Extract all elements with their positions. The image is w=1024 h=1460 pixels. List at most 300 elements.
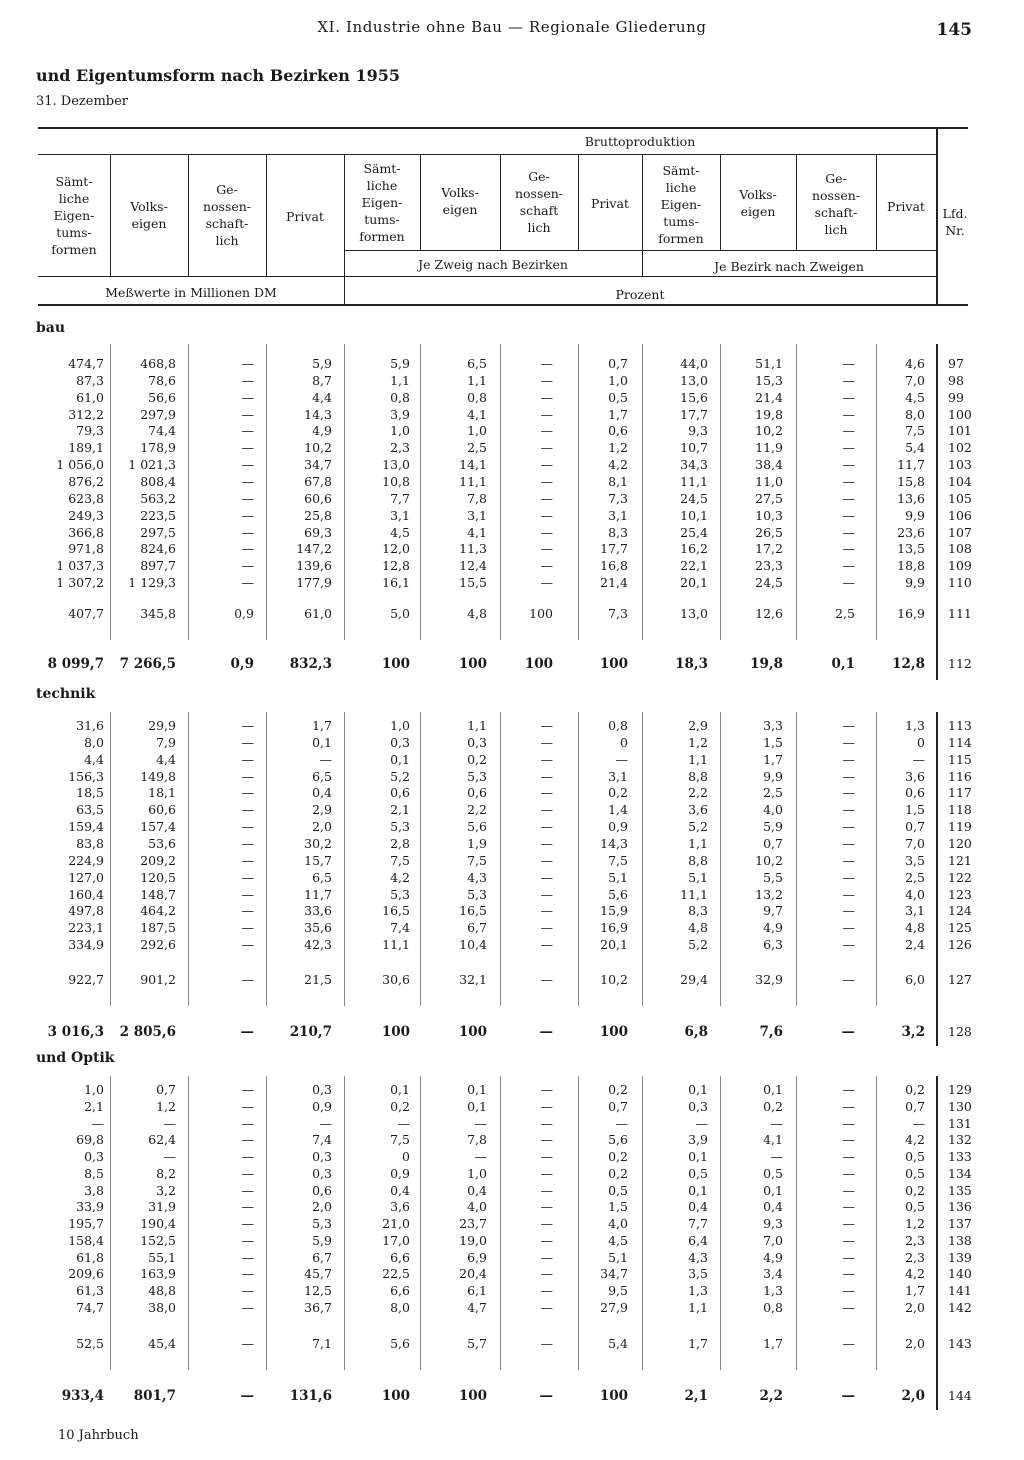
cell-volkseigen: 824,6 [140,541,176,556]
cell-bezirk-genossenschaftlich: 0,1 [831,656,855,672]
cell-zweig-privat: 21,4 [600,575,628,590]
cell-saemtliche: 366,8 [68,525,104,540]
cell-bezirk-genossenschaftlich: — [842,752,855,767]
header-line: Volks- [441,185,479,200]
cell-bezirk-saemtliche: 5,2 [688,819,708,834]
cell-bezirk-saemtliche: 8,8 [688,769,708,784]
cell-bezirk-privat: — [912,1116,925,1131]
header-line: Eigen- [361,195,403,210]
cell-saemtliche: 160,4 [68,887,104,902]
cell-volkseigen: 897,7 [140,558,176,573]
cell-bezirk-genossenschaftlich: — [842,802,855,817]
cell-saemtliche: 224,9 [68,853,104,868]
cell-bezirk-genossenschaftlich: — [842,1166,855,1181]
cell-bezirk-genossenschaftlich: — [842,390,855,405]
cell-bezirk-saemtliche: 20,1 [680,575,708,590]
header-line: Privat [591,196,629,211]
cell-saemtliche: 876,2 [68,474,104,489]
cell-zweig-genossenschaftlich: — [540,1132,553,1147]
cell-saemtliche: 1 037,3 [56,558,104,573]
cell-bezirk-saemtliche: 3,6 [688,802,708,817]
header-line: lich [215,233,239,248]
cell-zweig-saemtliche: — [397,1116,410,1131]
cell-bezirk-privat: 0,2 [905,1082,925,1097]
header-line: nossen- [202,199,252,214]
cell-privat: 5,9 [312,1233,332,1248]
cell-saemtliche: 209,6 [68,1266,104,1281]
cell-zweig-genossenschaftlich: — [540,575,553,590]
cell-zweig-genossenschaftlich: — [540,903,553,918]
cell-genossenschaftlich: — [241,1149,254,1164]
cell-zweig-privat: 0,7 [608,1099,628,1114]
cell-zweig-volkseigen: 16,5 [459,903,487,918]
cell-bezirk-volkseigen: 26,5 [755,525,783,540]
row-number: 126 [948,937,972,952]
cell-volkseigen: 2 805,6 [119,1024,176,1040]
cell-genossenschaftlich: — [241,718,254,733]
cell-volkseigen: 148,7 [140,887,176,902]
cell-zweig-volkseigen: 5,3 [467,887,487,902]
cell-genossenschaftlich: — [241,390,254,405]
cell-bezirk-saemtliche: 17,7 [680,407,708,422]
cell-privat: 2,0 [312,1199,332,1214]
header-line: formen [359,229,405,244]
cell-saemtliche: 0,3 [84,1149,104,1164]
cell-zweig-saemtliche: 3,6 [390,1199,410,1214]
cell-zweig-saemtliche: 5,0 [390,606,410,621]
cell-bezirk-volkseigen: 51,1 [755,356,783,371]
cell-bezirk-privat: 23,6 [897,525,925,540]
cell-zweig-genossenschaftlich: — [539,1388,553,1404]
cell-bezirk-volkseigen: 4,9 [763,920,783,935]
cell-volkseigen: 345,8 [140,606,176,621]
cell-genossenschaftlich: — [241,1216,254,1231]
cell-privat: 2,0 [312,819,332,834]
row-number: 99 [948,390,964,405]
cell-zweig-privat: 5,4 [608,1336,628,1351]
header-col-privat [266,208,344,225]
cell-volkseigen: 808,4 [140,474,176,489]
cell-zweig-volkseigen: 100 [458,1388,487,1404]
cell-bezirk-genossenschaftlich: — [842,1099,855,1114]
cell-privat: 33,6 [304,903,332,918]
row-number: 100 [948,407,972,422]
section-label: technik [36,686,96,702]
cell-bezirk-privat: 2,5 [905,870,925,885]
cell-zweig-genossenschaftlich: — [540,1183,553,1198]
cell-bezirk-saemtliche: 1,2 [688,735,708,750]
cell-zweig-privat: 100 [599,1024,628,1040]
cell-zweig-privat: 5,6 [608,1132,628,1147]
header-line: Ge- [825,171,847,186]
cell-bezirk-saemtliche: 6,8 [684,1024,708,1040]
cell-bezirk-volkseigen: 32,9 [755,972,783,987]
page-number: 145 [936,20,972,40]
cell-bezirk-volkseigen: 9,9 [763,769,783,784]
cell-zweig-privat: 0,2 [608,1166,628,1181]
cell-privat: 14,3 [304,407,332,422]
cell-bezirk-privat: 7,0 [905,373,925,388]
row-number: 127 [948,972,972,987]
cell-bezirk-privat: 7,0 [905,836,925,851]
cell-bezirk-genossenschaftlich: — [842,373,855,388]
cell-bezirk-privat: 4,2 [905,1132,925,1147]
cell-saemtliche: 33,9 [76,1199,104,1214]
cell-bezirk-volkseigen: 38,4 [755,457,783,472]
cell-zweig-saemtliche: 6,6 [390,1283,410,1298]
cell-bezirk-genossenschaftlich: — [842,575,855,590]
row-number: 122 [948,870,972,885]
cell-genossenschaftlich: — [240,1024,254,1040]
cell-volkseigen: 464,2 [140,903,176,918]
cell-zweig-genossenschaftlich: — [540,972,553,987]
header-col-privat-pct2 [876,198,936,215]
header-col-genossenschaftlich-pct [500,168,578,236]
cell-zweig-volkseigen: 5,7 [467,1336,487,1351]
cell-saemtliche: 4,4 [84,752,104,767]
cell-privat: 139,6 [296,558,332,573]
cell-volkseigen: 38,0 [148,1300,176,1315]
row-number: 134 [948,1166,972,1181]
cell-saemtliche: 69,8 [76,1132,104,1147]
row-number: 101 [948,423,972,438]
header-col-volkseigen [110,198,188,232]
cell-privat: 69,3 [304,525,332,540]
cell-volkseigen: 187,5 [140,920,176,935]
cell-privat: 177,9 [296,575,332,590]
cell-zweig-genossenschaftlich: — [540,1216,553,1231]
cell-zweig-saemtliche: 7,5 [390,1132,410,1147]
cell-zweig-saemtliche: 12,8 [382,558,410,573]
cell-volkseigen: 7 266,5 [119,656,176,672]
cell-bezirk-genossenschaftlich: — [842,558,855,573]
cell-zweig-genossenschaftlich: — [540,1099,553,1114]
cell-bezirk-volkseigen: 0,4 [763,1199,783,1214]
cell-zweig-volkseigen: 12,4 [459,558,487,573]
cell-bezirk-privat: 13,6 [897,491,925,506]
cell-privat: 6,5 [312,870,332,885]
cell-bezirk-volkseigen: 19,8 [750,656,783,672]
cell-zweig-saemtliche: 12,0 [382,541,410,556]
cell-zweig-volkseigen: 20,4 [459,1266,487,1281]
cell-privat: 832,3 [289,656,332,672]
cell-privat: 15,7 [304,853,332,868]
cell-zweig-volkseigen: 3,1 [467,508,487,523]
lfd-rule [936,712,938,1046]
cell-zweig-genossenschaftlich: — [540,440,553,455]
header-line: formen [51,242,97,257]
cell-genossenschaftlich: — [241,457,254,472]
cell-zweig-privat: 0,2 [608,785,628,800]
cell-zweig-volkseigen: 0,8 [467,390,487,405]
cell-bezirk-saemtliche: 22,1 [680,558,708,573]
cell-zweig-genossenschaftlich: — [540,1266,553,1281]
cell-volkseigen: 3,2 [156,1183,176,1198]
row-number: 139 [948,1250,972,1265]
cell-zweig-volkseigen: 19,0 [459,1233,487,1248]
cell-bezirk-saemtliche: 1,1 [688,1300,708,1315]
cell-volkseigen: 223,5 [140,508,176,523]
cell-bezirk-privat: 5,4 [905,440,925,455]
cell-zweig-privat: 0,2 [608,1149,628,1164]
cell-bezirk-genossenschaftlich: — [842,457,855,472]
row-number: 102 [948,440,972,455]
running-head: XI. Industrie ohne Bau — Regionale Gliederung [317,18,707,36]
cell-volkseigen: 78,6 [148,373,176,388]
cell-bezirk-volkseigen: 5,9 [763,819,783,834]
header-line: Nr. [945,223,965,238]
cell-zweig-privat: 100 [599,656,628,672]
cell-zweig-genossenschaftlich: — [540,1149,553,1164]
cell-bezirk-privat: 11,7 [897,457,925,472]
cell-bezirk-privat: 2,4 [905,937,925,952]
cell-privat: 131,6 [289,1388,332,1404]
cell-privat: 210,7 [289,1024,332,1040]
cell-zweig-saemtliche: 3,9 [390,407,410,422]
cell-bezirk-saemtliche: 18,3 [675,656,708,672]
cell-zweig-saemtliche: 5,3 [390,887,410,902]
row-number: 130 [948,1099,972,1114]
cell-bezirk-genossenschaftlich: — [842,819,855,834]
row-number: 103 [948,457,972,472]
cell-privat: 42,3 [304,937,332,952]
cell-genossenschaftlich: — [241,1199,254,1214]
cell-zweig-saemtliche: 16,5 [382,903,410,918]
cell-zweig-volkseigen: 0,1 [467,1082,487,1097]
cell-genossenschaftlich: — [241,508,254,523]
cell-bezirk-genossenschaftlich: — [842,1283,855,1298]
cell-zweig-volkseigen: 4,1 [467,525,487,540]
cell-bezirk-saemtliche: 0,4 [688,1199,708,1214]
cell-bezirk-saemtliche: 1,7 [688,1336,708,1351]
cell-genossenschaftlich: — [241,1183,254,1198]
cell-bezirk-genossenschaftlich: — [842,440,855,455]
cell-genossenschaftlich: — [241,819,254,834]
cell-bezirk-genossenschaftlich: — [842,1336,855,1351]
cell-zweig-privat: 0,9 [608,819,628,834]
cell-zweig-saemtliche: 0,8 [390,390,410,405]
cell-bezirk-saemtliche: 5,1 [688,870,708,885]
cell-bezirk-privat: 0 [917,735,925,750]
cell-privat: 10,2 [304,440,332,455]
cell-bezirk-volkseigen: 10,2 [755,853,783,868]
cell-bezirk-genossenschaftlich: — [842,903,855,918]
cell-bezirk-privat: 2,0 [905,1300,925,1315]
cell-bezirk-genossenschaftlich: — [842,1266,855,1281]
percent-subheader-rule [344,250,936,251]
cell-bezirk-privat: 9,9 [905,575,925,590]
cell-bezirk-privat: 3,6 [905,769,925,784]
cell-bezirk-saemtliche: 4,8 [688,920,708,935]
cell-privat: 35,6 [304,920,332,935]
header-col-genossenschaftlich [188,181,266,249]
cell-bezirk-saemtliche: 11,1 [680,474,708,489]
cell-zweig-saemtliche: 11,1 [382,937,410,952]
header-line: Ge- [216,182,238,197]
cell-zweig-genossenschaftlich: — [540,1283,553,1298]
row-number: 123 [948,887,972,902]
row-number: 105 [948,491,972,506]
cell-zweig-genossenschaftlich: — [540,802,553,817]
header-line: Sämt- [55,174,93,189]
cell-bezirk-saemtliche: 0,1 [688,1149,708,1164]
cell-bezirk-volkseigen: 19,8 [755,407,783,422]
cell-saemtliche: 8 099,7 [47,656,104,672]
header-je-bezirk: Je Bezirk nach Zweigen [714,259,864,274]
header-bottom-rule [38,304,968,306]
cell-zweig-volkseigen: 1,0 [467,423,487,438]
cell-zweig-saemtliche: 0,9 [390,1166,410,1181]
cell-saemtliche: 1,0 [84,1082,104,1097]
cell-genossenschaftlich: — [241,752,254,767]
cell-genossenschaftlich: — [241,1300,254,1315]
cell-bezirk-privat: 4,6 [905,356,925,371]
cell-genossenschaftlich: — [241,1116,254,1131]
cell-volkseigen: 56,6 [148,390,176,405]
header-col-genossenschaftlich-pct2 [796,170,876,238]
header-col-privat-pct [578,195,642,212]
row-number: 136 [948,1199,972,1214]
header-line: tums- [364,212,400,227]
cell-zweig-privat: 14,3 [600,836,628,851]
cell-bezirk-privat: 13,5 [897,541,925,556]
cell-volkseigen: 60,6 [148,802,176,817]
cell-zweig-volkseigen: 11,3 [459,541,487,556]
cell-genossenschaftlich: — [241,937,254,952]
cell-saemtliche: 31,6 [76,718,104,733]
cell-zweig-privat: 20,1 [600,937,628,952]
cell-genossenschaftlich: — [241,491,254,506]
cell-zweig-privat: 7,5 [608,853,628,868]
cell-privat: — [319,1116,332,1131]
cell-genossenschaftlich: — [241,903,254,918]
cell-volkseigen: 209,2 [140,853,176,868]
units-rule [38,276,936,277]
cell-privat: 25,8 [304,508,332,523]
header-line: schaft- [814,205,858,220]
cell-bezirk-genossenschaftlich: — [842,1233,855,1248]
header-line: Lfd. [942,206,968,221]
cell-bezirk-volkseigen: 10,3 [755,508,783,523]
cell-zweig-volkseigen: 2,2 [467,802,487,817]
cell-zweig-saemtliche: 0,4 [390,1183,410,1198]
header-col-saemtliche [38,173,110,258]
cell-zweig-genossenschaftlich: — [540,735,553,750]
cell-genossenschaftlich: — [241,887,254,902]
cell-zweig-volkseigen: 100 [458,656,487,672]
cell-bezirk-genossenschaftlich: — [842,972,855,987]
cell-zweig-privat: 3,1 [608,508,628,523]
cell-bezirk-genossenschaftlich: — [842,1132,855,1147]
cell-bezirk-genossenschaftlich: — [842,525,855,540]
cell-volkseigen: 62,4 [148,1132,176,1147]
cell-bezirk-privat: 4,8 [905,920,925,935]
cell-zweig-saemtliche: 2,3 [390,440,410,455]
cell-genossenschaftlich: — [241,1250,254,1265]
cell-bezirk-saemtliche: 10,1 [680,508,708,523]
cell-zweig-volkseigen: 4,0 [467,1199,487,1214]
row-number: 132 [948,1132,972,1147]
cell-zweig-volkseigen: 1,0 [467,1166,487,1181]
cell-zweig-genossenschaftlich: — [540,423,553,438]
header-line: lich [824,222,848,237]
header-line: nossen- [811,188,861,203]
cell-zweig-saemtliche: 13,0 [382,457,410,472]
row-number: 135 [948,1183,972,1198]
cell-volkseigen: 1,2 [156,1099,176,1114]
cell-privat: 0,6 [312,1183,332,1198]
row-number: 113 [948,718,972,733]
cell-volkseigen: 901,2 [140,972,176,987]
cell-zweig-saemtliche: 100 [381,1024,410,1040]
cell-volkseigen: 563,2 [140,491,176,506]
cell-bezirk-volkseigen: 4,9 [763,1250,783,1265]
cell-saemtliche: 933,4 [61,1388,104,1404]
cell-zweig-privat: 7,3 [608,491,628,506]
header-line: liche [366,178,398,193]
cell-bezirk-volkseigen: 9,3 [763,1216,783,1231]
cell-saemtliche: 223,1 [68,920,104,935]
cell-saemtliche: 623,8 [68,491,104,506]
cell-privat: 5,9 [312,356,332,371]
cell-genossenschaftlich: — [241,802,254,817]
cell-bezirk-privat: 7,5 [905,423,925,438]
lfd-rule [936,1076,938,1410]
cell-bezirk-privat: 0,5 [905,1199,925,1214]
cell-zweig-volkseigen: 7,8 [467,491,487,506]
cell-bezirk-privat: 1,2 [905,1216,925,1231]
cell-saemtliche: 52,5 [76,1336,104,1351]
cell-zweig-genossenschaftlich: — [540,373,553,388]
cell-zweig-volkseigen: 0,2 [467,752,487,767]
header-col-volkseigen-pct2 [720,186,796,220]
cell-genossenschaftlich: — [241,356,254,371]
cell-privat: 4,4 [312,390,332,405]
cell-privat: 36,7 [304,1300,332,1315]
cell-volkseigen: 178,9 [140,440,176,455]
lfd-rule [936,344,938,680]
cell-zweig-saemtliche: 0,2 [390,1099,410,1114]
cell-zweig-genossenschaftlich: — [540,1166,553,1181]
cell-zweig-privat: — [615,752,628,767]
cell-bezirk-saemtliche: 3,9 [688,1132,708,1147]
cell-volkseigen: 29,9 [148,718,176,733]
cell-zweig-genossenschaftlich: — [540,491,553,506]
cell-zweig-volkseigen: 32,1 [459,972,487,987]
cell-genossenschaftlich: — [241,870,254,885]
cell-bezirk-privat: 1,5 [905,802,925,817]
cell-zweig-privat: 100 [599,1388,628,1404]
cell-bezirk-volkseigen: 1,7 [763,1336,783,1351]
cell-zweig-privat: 4,5 [608,1233,628,1248]
cell-bezirk-genossenschaftlich: — [841,1388,855,1404]
row-number: 98 [948,373,964,388]
cell-genossenschaftlich: — [241,836,254,851]
cell-bezirk-volkseigen: 0,7 [763,836,783,851]
cell-bezirk-volkseigen: 1,7 [763,752,783,767]
cell-bezirk-genossenschaftlich: — [842,1216,855,1231]
cell-genossenschaftlich: — [241,558,254,573]
cell-saemtliche: 87,3 [76,373,104,388]
cell-zweig-genossenschaftlich: 100 [524,656,553,672]
cell-bezirk-genossenschaftlich: — [842,870,855,885]
cell-zweig-volkseigen: 4,1 [467,407,487,422]
cell-bezirk-volkseigen: 7,0 [763,1233,783,1248]
cell-zweig-genossenschaftlich: — [540,525,553,540]
cell-bezirk-volkseigen: — [770,1149,783,1164]
cell-bezirk-volkseigen: 0,1 [763,1082,783,1097]
cell-zweig-saemtliche: 16,1 [382,575,410,590]
